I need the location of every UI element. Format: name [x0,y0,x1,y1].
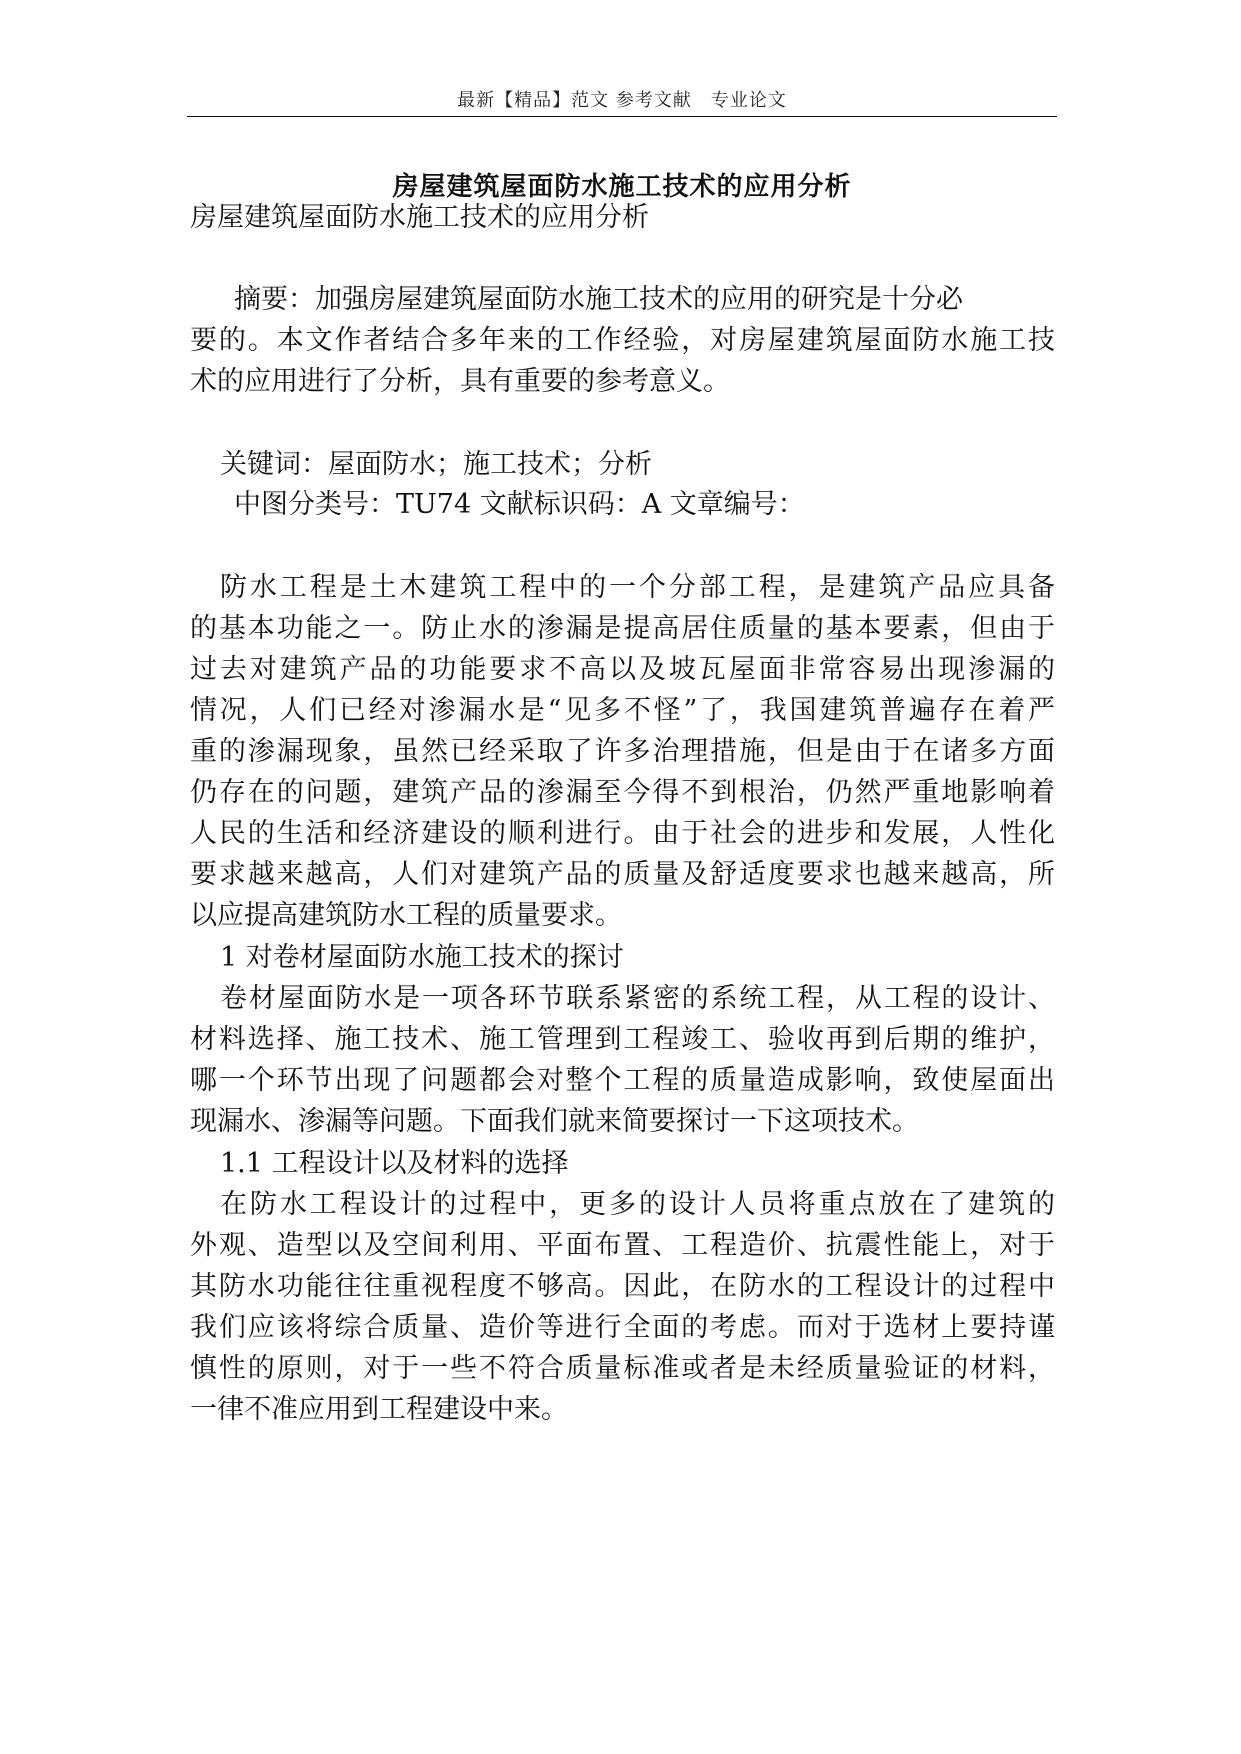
abstract-line: 摘要：加强房屋建筑屋面防水施工技术的应用的研究是十分必 [234,284,963,315]
document-title: 房屋建筑屋面防水施工技术的应用分析 [392,172,852,202]
body-line: 外观、造型以及空间利用、平面布置、工程造价、抗震性能上，对于 [190,1230,1055,1261]
abstract-line: 术的应用进行了分析，具有重要的参考意义。 [190,366,730,397]
body-line: 我们应该将综合质量、造价等进行全面的考虑。而对于选材上要持谨 [190,1312,1055,1343]
body-line: 情况，人们已经对渗漏水是“见多不怪”了，我国建筑普遍存在着严 [190,695,1055,726]
classification-line: 中图分类号：TU74 文献标识码：A 文章编号： [234,489,805,520]
body-line: 材料选择、施工技术、施工管理到工程竣工、验收再到后期的维护， [190,1024,1055,1055]
body-line: 过去对建筑产品的功能要求不高以及坡瓦屋面非常容易出现渗漏的 [190,654,1055,685]
body-line: 哪一个环节出现了问题都会对整个工程的质量造成影响，致使屋面出 [190,1065,1055,1096]
body-line: 慎性的原则，对于一些不符合质量标准或者是未经质量验证的材料， [190,1353,1055,1384]
section-heading: 1 对卷材屋面防水施工技术的探讨 [220,942,624,973]
subsection-heading: 1.1 工程设计以及材料的选择 [220,1148,569,1179]
header-divider [187,116,1057,117]
body-line: 其防水功能往往重视程度不够高。因此，在防水的工程设计的过程中 [190,1271,1055,1302]
document-subtitle: 房屋建筑屋面防水施工技术的应用分析 [190,202,649,233]
body-line: 防水工程是土木建筑工程中的一个分部工程，是建筑产品应具备 [220,572,1055,603]
keywords-line: 关键词：屋面防水；施工技术；分析 [220,449,652,480]
body-line: 现漏水、渗漏等问题。下面我们就来简要探讨一下这项技术。 [190,1106,919,1137]
body-line: 卷材屋面防水是一项各环节联系紧密的系统工程，从工程的设计、 [220,983,1055,1014]
body-line: 在防水工程设计的过程中，更多的设计人员将重点放在了建筑的 [220,1189,1055,1220]
body-line: 人民的生活和经济建设的顺利进行。由于社会的进步和发展，人性化 [190,818,1055,849]
abstract-line: 要的。本文作者结合多年来的工作经验，对房屋建筑屋面防水施工技 [190,325,1055,356]
body-line: 一律不准应用到工程建设中来。 [190,1394,568,1425]
body-line: 重的渗漏现象，虽然已经采取了许多治理措施，但是由于在诸多方面 [190,736,1055,767]
body-line: 以应提高建筑防水工程的质量要求。 [190,900,622,931]
body-line: 要求越来越高，人们对建筑产品的质量及舒适度要求也越来越高，所 [190,859,1055,890]
page-header: 最新【精品】范文 参考文献 专业论文 [457,90,787,111]
body-line: 的基本功能之一。防止水的渗漏是提高居住质量的基本要素，但由于 [190,613,1055,644]
body-line: 仍存在的问题，建筑产品的渗漏至今得不到根治，仍然严重地影响着 [190,777,1055,808]
